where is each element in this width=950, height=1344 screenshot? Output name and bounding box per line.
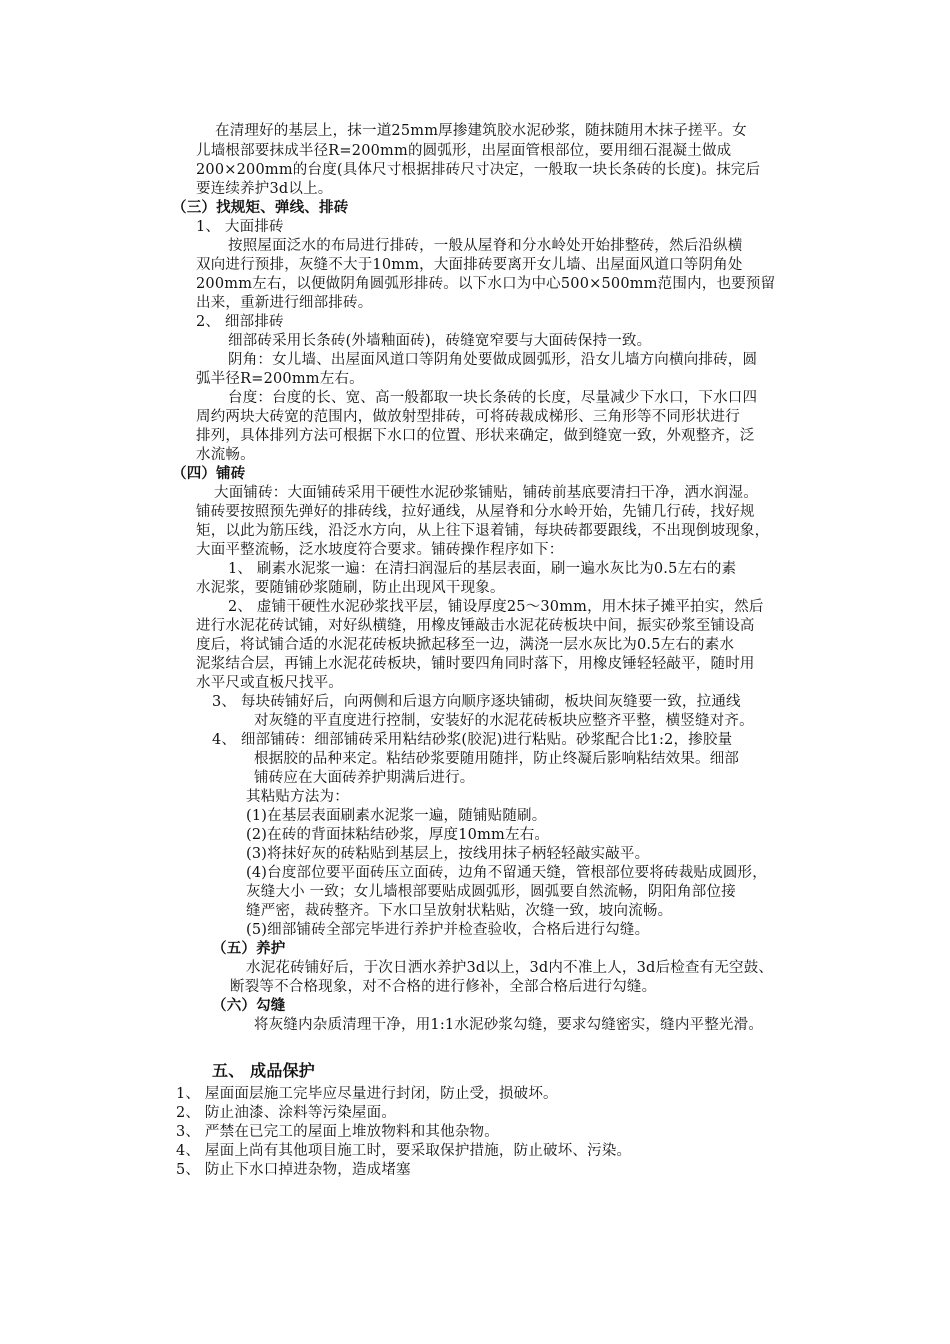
text-line: 铺砖应在大面砖养护期满后进行。 bbox=[254, 770, 475, 786]
text-line: 铺砖要按照预先弹好的排砖线，拉好通线，从屋脊和分水岭开始，先铺几行砖，找好规 bbox=[196, 504, 755, 520]
text-line: 水泥浆，要随铺砂浆随刷，防止出现风干现象。 bbox=[196, 580, 505, 596]
text-line: 双向进行预排，灰缝不大于10mm，大面排砖要离开女儿墙、出屋面风道口等阴角处 bbox=[196, 257, 743, 273]
text-line: 在清理好的基层上，抹一道25mm厚掺建筑胶水泥砂浆，随抹随用木抹子搓平。女 bbox=[215, 123, 747, 139]
text-line: 矩，以此为筋压线，沿泛水方向，从上往下退着铺，每块砖都要跟线，不出现倒坡现象， bbox=[196, 523, 770, 539]
text-line: 排列，具体排列方法可根据下水口的位置、形状来确定，做到缝宽一致，外观整齐，泛 bbox=[196, 428, 755, 444]
text-line: 大面平整流畅，泛水坡度符合要求。铺砖操作程序如下： bbox=[196, 542, 564, 558]
section-heading: 五、 成品保护 bbox=[212, 1061, 315, 1080]
text-line: 周约两块大砖宽的范围内，做放射型排砖，可将砖裁成梯形、三角形等不同形状进行 bbox=[196, 409, 740, 425]
text-line: 按照屋面泛水的布局进行排砖，一般从屋脊和分水岭处开始排整砖，然后沿纵横 bbox=[228, 238, 743, 254]
section-heading: （五）养护 bbox=[212, 940, 286, 957]
text-line: 断裂等不合格现象，对不合格的进行修补，全部合格后进行勾缝。 bbox=[230, 979, 657, 995]
text-line: 阴角：女儿墙、出屋面风道口等阴角处要做成圆弧形，沿女儿墙方向横向排砖，圆 bbox=[228, 352, 758, 368]
text-line: 水泥花砖铺好后，于次日洒水养护3d以上，3d内不准上人，3d后检查有无空鼓、 bbox=[246, 960, 774, 976]
text-line: 将灰缝内杂质清理干净，用1:1水泥砂浆勾缝，要求勾缝密实，缝内平整光滑。 bbox=[254, 1017, 764, 1033]
text-line: (2)在砖的背面抹粘结砂浆，厚度10mm左右。 bbox=[246, 827, 550, 843]
text-line: 泥浆结合层，再铺上水泥花砖板块，铺时要四角同时落下，用橡皮锤轻轻敲平，随时用 bbox=[196, 656, 755, 672]
text-line: 3、 严禁在已完工的屋面上堆放物料和其他杂物。 bbox=[176, 1124, 499, 1140]
text-line: 200×200mm的台度(具体尺寸根据排砖尺寸决定，一般取一块长条砖的长度)。抹完后 bbox=[196, 162, 761, 178]
section-heading: （六）勾缝 bbox=[212, 997, 286, 1014]
text-line: 对灰缝的平直度进行控制，安装好的水泥花砖板块应整齐平整，横竖缝对齐。 bbox=[254, 713, 754, 729]
text-line: (5)细部铺砖全部完毕进行养护并检查验收，合格后进行勾缝。 bbox=[246, 922, 650, 938]
text-line: 5、 防止下水口掉进杂物，造成堵塞 bbox=[176, 1162, 411, 1178]
section-heading: （三）找规矩、弹线、排砖 bbox=[172, 199, 349, 216]
text-line: 1、 屋面面层施工完毕应尽量进行封闭，防止受，损破坏。 bbox=[176, 1086, 558, 1102]
text-line: 水平尺或直板尺找平。 bbox=[196, 675, 343, 691]
text-line: (4)台度部位要平面砖压立面砖，边角不留通天缝，管根部位要将砖裁贴成圆形， bbox=[246, 865, 767, 881]
text-line: 弧半径R=200mm左右。 bbox=[196, 371, 364, 387]
text-line: 缝严密，裁砖整齐。下水口呈放射状粘贴，次缝一致，坡向流畅。 bbox=[246, 903, 673, 919]
text-line: 2、 虚铺干硬性水泥砂浆找平层，铺设厚度25～30mm，用木抹子摊平拍实，然后 bbox=[228, 599, 764, 615]
text-line: 灰缝大小 一致；女儿墙根部要贴成圆弧形，圆弧要自然流畅，阴阳角部位接 bbox=[246, 884, 736, 900]
text-line: 4、 细部铺砖：细部铺砖采用粘结砂浆(胶泥)进行粘贴。砂浆配合比1:2，掺胶量 bbox=[212, 732, 733, 748]
text-line: 2、 防止油漆、涂料等污染屋面。 bbox=[176, 1105, 397, 1121]
text-line: 大面铺砖：大面铺砖采用干硬性水泥砂浆铺贴，铺砖前基底要清扫干净，洒水润湿。 bbox=[214, 485, 758, 501]
text-line: 1、 刷素水泥浆一遍：在清扫润湿后的基层表面，刷一遍水灰比为0.5左右的素 bbox=[228, 561, 737, 577]
text-line: 3、 每块砖铺好后，向两侧和后退方向顺序逐块铺砌，板块间灰缝要一致，拉通线 bbox=[212, 694, 741, 710]
text-line: 细部砖采用长条砖(外墙釉面砖)，砖缝宽窄要与大面砖保持一致。 bbox=[228, 333, 652, 349]
text-line: 进行水泥花砖试铺，对好纵横缝，用橡皮锤敲击水泥花砖板块中间，振实砂浆至铺设高 bbox=[196, 618, 755, 634]
text-line: 水流畅。 bbox=[196, 447, 255, 463]
text-line: 其粘贴方法为： bbox=[246, 789, 349, 805]
text-line: 儿墙根部要抹成半径R=200mm的圆弧形，出屋面管根部位，要用细石混凝土做成 bbox=[196, 143, 732, 159]
text-line: 4、 屋面上尚有其他项目施工时，要采取保护措施，防止破坏、污染。 bbox=[176, 1143, 632, 1159]
text-line: 200mm左右，以便做阴角圆弧形排砖。以下水口为中心500×500mm范围内，也要预留 bbox=[196, 276, 776, 292]
text-line: 台度：台度的长、宽、高一般都取一块长条砖的长度，尽量减少下水口，下水口四 bbox=[228, 390, 758, 406]
text-line: 根据胶的品种来定。粘结砂浆要随用随拌，防止终凝后影响粘结效果。细部 bbox=[254, 751, 740, 767]
text-line: (1)在基层表面刷素水泥浆一遍，随铺贴随刷。 bbox=[246, 808, 547, 824]
text-line: 1、 大面排砖 bbox=[196, 219, 284, 235]
text-line: 度后，将试铺合适的水泥花砖板块掀起移至一边，满浇一层水灰比为0.5左右的素水 bbox=[196, 637, 735, 653]
text-line: 要连续养护3d以上。 bbox=[196, 181, 333, 197]
text-line: (3)将抹好灰的砖粘贴到基层上，按线用抹子柄轻轻敲实敲平。 bbox=[246, 846, 650, 862]
text-line: 2、 细部排砖 bbox=[196, 314, 284, 330]
text-line: 出来，重新进行细部排砖。 bbox=[196, 295, 373, 311]
section-heading: （四）铺砖 bbox=[172, 465, 246, 482]
